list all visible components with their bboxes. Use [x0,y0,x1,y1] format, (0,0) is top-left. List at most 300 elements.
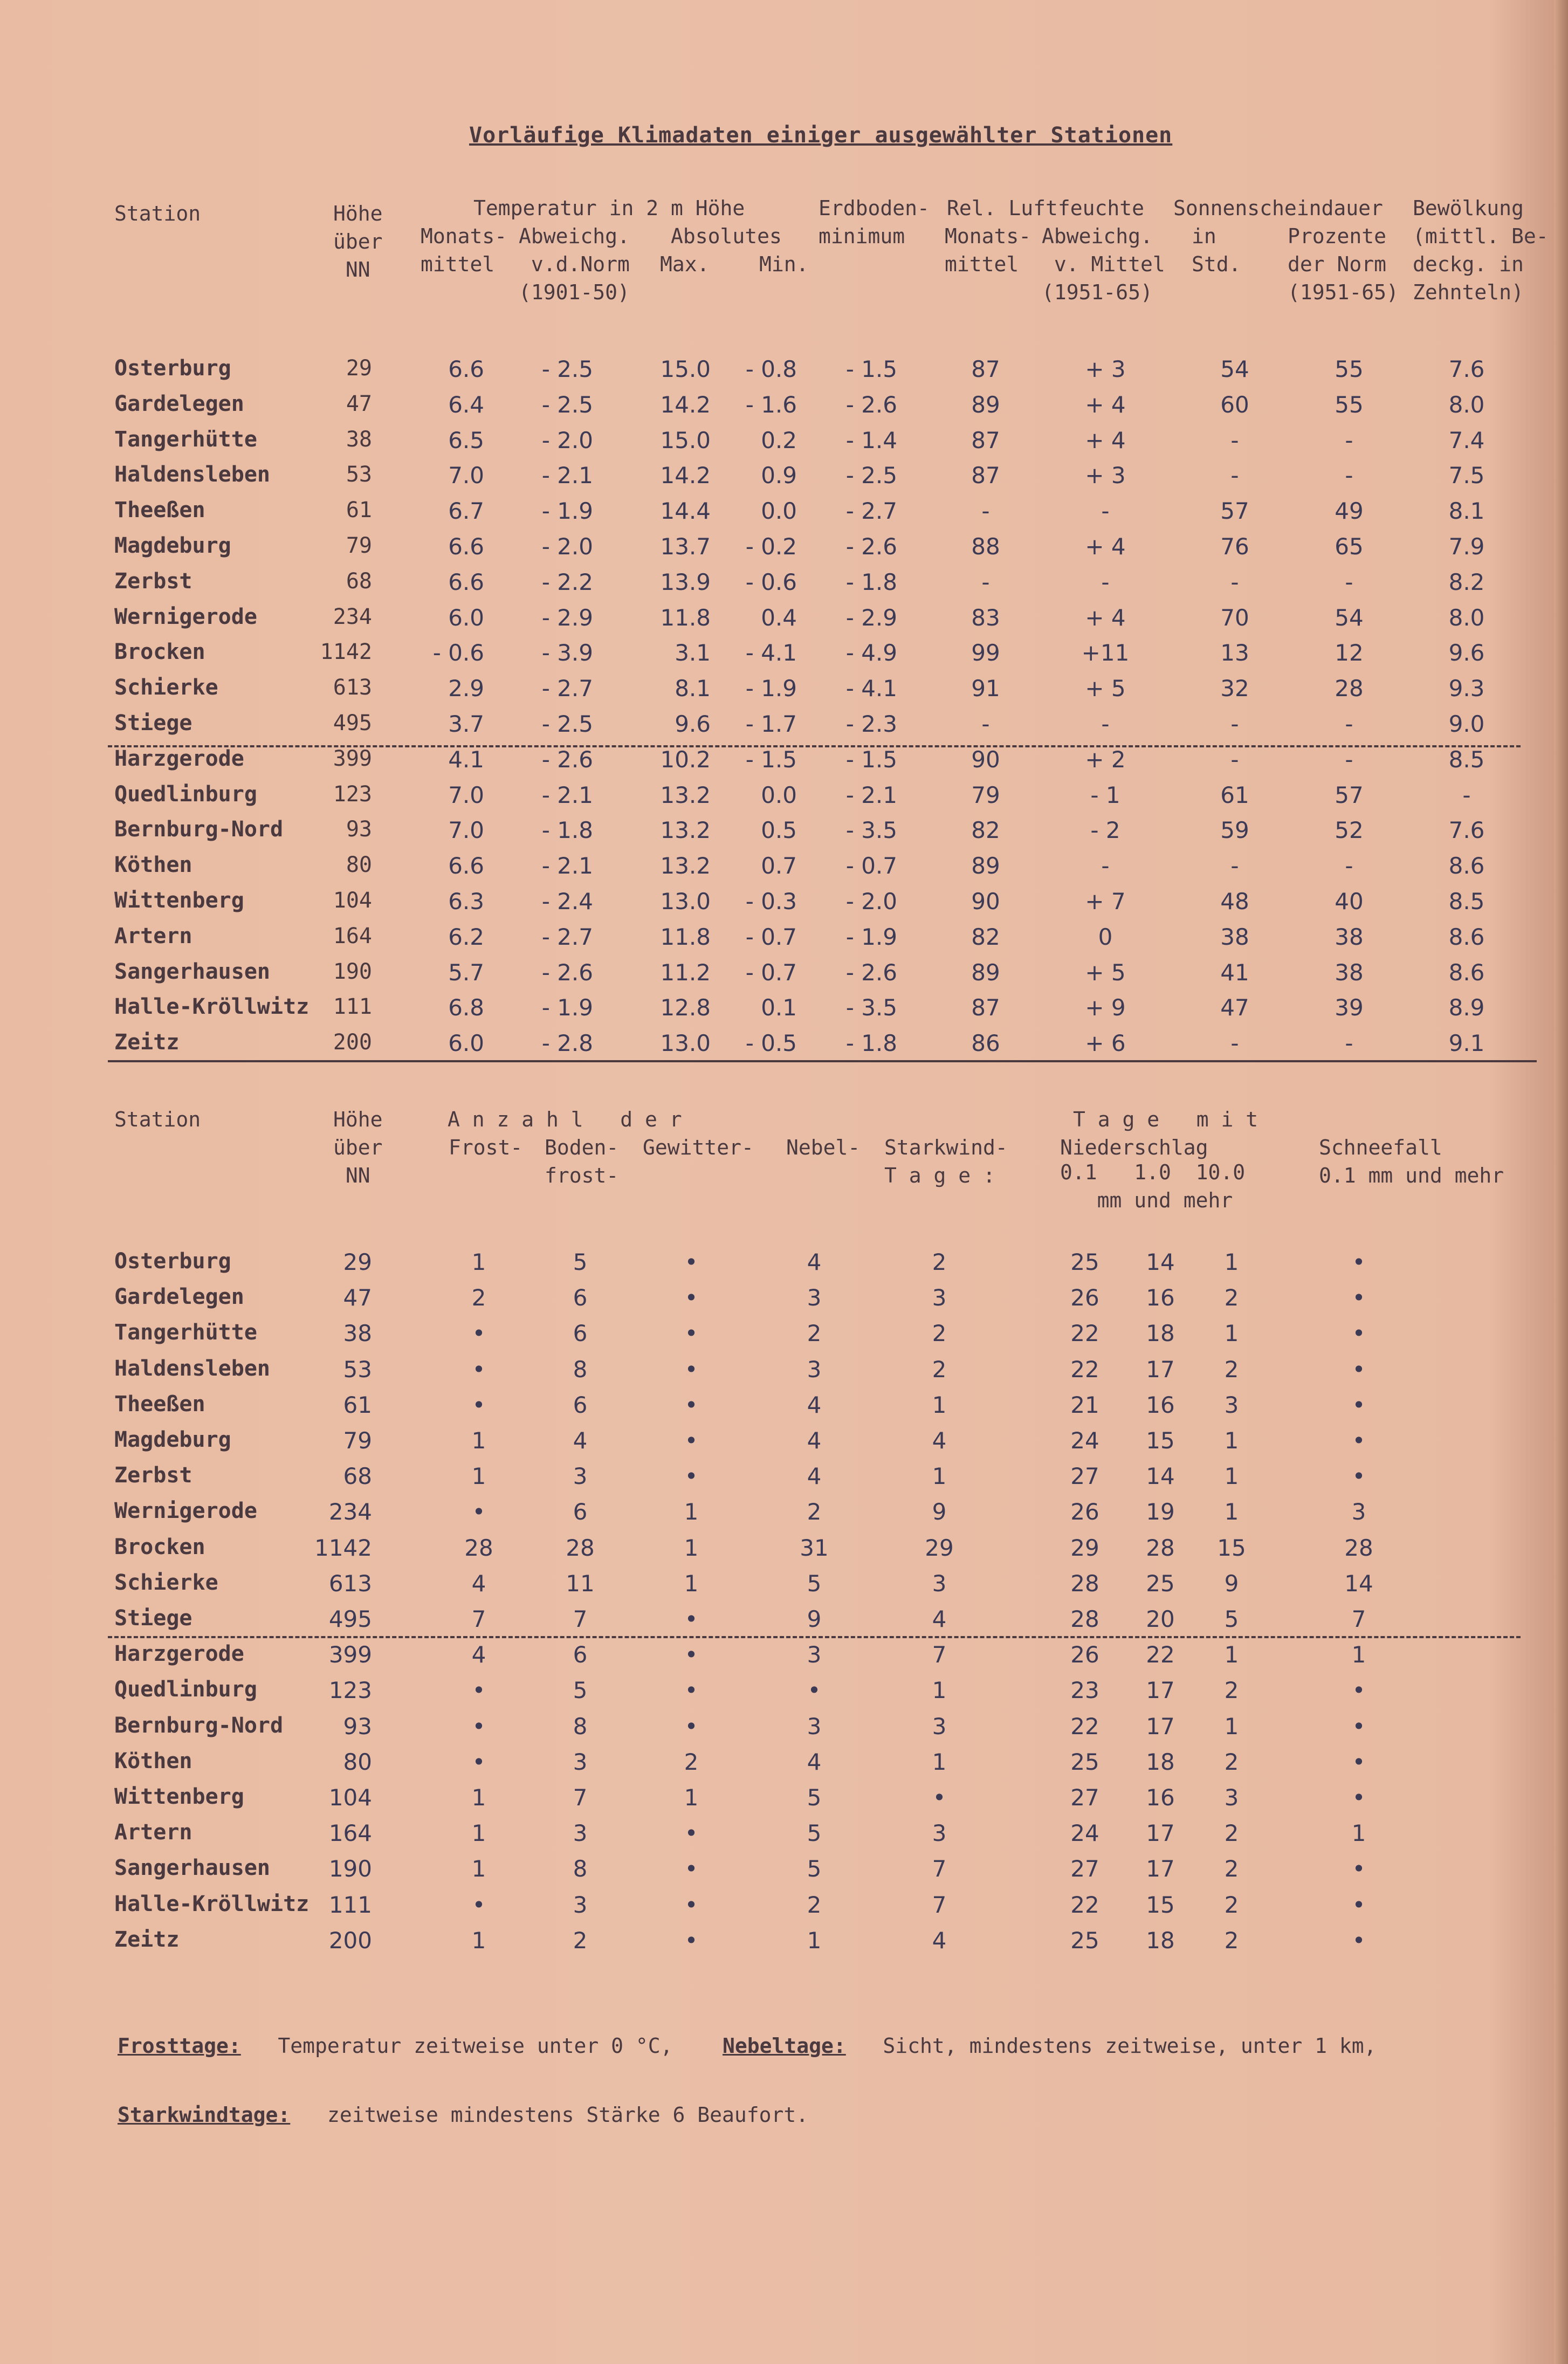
t1-cell-erd: - 1.5 [845,746,897,773]
t2-row [0,1249,1568,1284]
t1-cell-abw: - 2.8 [541,1030,593,1057]
t2-cell-hoehe: 61 [343,1391,372,1418]
t2-row [0,1677,1568,1713]
t1-cell-std: 54 [1220,356,1249,382]
t2-cell-nebel: 9 [807,1606,822,1632]
t1-cell-station: Zerbst [114,568,192,594]
t1-cell-rfabw: + 4 [1085,391,1126,418]
t1-cell-proz: - [1345,568,1353,595]
t2-cell-schnee: 14 [1344,1570,1373,1597]
t2-cell-nebel: 3 [807,1713,822,1740]
t1-cell-std: - [1230,462,1239,489]
t2-cell-n10: 16 [1146,1284,1175,1311]
t2-cell-station: Gardelegen [114,1284,244,1310]
t2-cell-stark: 4 [932,1427,947,1454]
t2-header-gewitter: Gewitter- [643,1136,754,1159]
t1-cell-min: - 0.3 [745,888,797,915]
t2-cell-station: Zerbst [114,1463,192,1488]
t2-cell-n01: 25 [1070,1748,1099,1775]
t2-cell-stark: 4 [932,1927,947,1954]
t2-cell-hoehe: 164 [328,1820,372,1847]
t1-cell-station: Halle-Kröllwitz [114,994,310,1020]
t1-cell-station: Harzgerode [114,746,244,771]
t1-cell-rfabw: + 4 [1085,533,1126,560]
t1-cell-proz: 55 [1335,391,1364,418]
t2-cell-gew: • [684,1356,698,1383]
t2-cell-station: Haldensleben [114,1356,270,1381]
t1-cell-proz: - [1345,711,1353,737]
t2-cell-boden: 7 [573,1784,588,1811]
t2-cell-gew: • [684,1391,698,1418]
t2-cell-n100: 9 [1224,1570,1239,1597]
t2-cell-station: Stiege [114,1606,192,1631]
t2-cell-hoehe: 68 [343,1463,372,1490]
t2-cell-hoehe: 93 [343,1713,372,1740]
t2-cell-gew: • [684,1641,698,1668]
t1-header-hoehe: Höhe über NN [333,202,383,281]
t2-cell-gew: • [684,1427,698,1454]
t2-cell-n100: 3 [1224,1391,1239,1418]
t2-cell-n10: 16 [1146,1391,1175,1418]
t2-cell-n01: 22 [1070,1356,1099,1383]
t1-row [0,675,1568,711]
t1-header-temp: Temperatur in 2 m Höhe [473,196,745,220]
t1-cell-std: 32 [1220,675,1249,702]
t2-header-station: Station [114,1108,201,1131]
t1-cell-rf: 90 [971,746,1000,773]
t2-cell-nebel: 3 [807,1284,822,1311]
t2-header-anzahl: A n z a h l d e r [448,1108,682,1131]
t1-cell-station: Schierke [114,675,218,700]
t2-cell-n10: 18 [1146,1927,1175,1954]
t1-cell-station: Gardelegen [114,391,244,416]
t1-header-erdboden: Erdboden- minimum [819,196,930,248]
t2-cell-n01: 21 [1070,1391,1099,1418]
t1-cell-abw: - 2.2 [541,568,593,595]
t1-cell-bew: - [1462,781,1471,808]
t2-row [0,1499,1568,1534]
t1-cell-bew: 8.5 [1448,888,1485,915]
t1-cell-rfabw: - [1101,498,1110,525]
t1-cell-abw: - 3.9 [541,640,593,666]
footnote-nebeltage-label: Nebeltage: [723,2034,846,2058]
t2-cell-n100: 2 [1224,1356,1239,1383]
t1-cell-mm: 6.6 [448,356,484,382]
t1-cell-min: - 0.8 [745,356,797,382]
t2-cell-stark: 3 [932,1820,947,1847]
t2-header-schneefall: Schneefall 0.1 mm und mehr [1319,1136,1504,1187]
t1-cell-mm: 6.2 [448,923,484,950]
t2-cell-stark: • [932,1784,946,1811]
t1-cell-abw: - 2.6 [541,746,593,773]
t2-cell-n100: 2 [1224,1677,1239,1704]
t1-cell-mm: 4.1 [448,746,484,773]
t2-cell-nebel: 3 [807,1356,822,1383]
t1-cell-rf: 87 [971,427,1000,453]
t2-cell-n01: 26 [1070,1499,1099,1525]
t1-cell-bew: 7.6 [1448,817,1485,844]
t2-cell-boden: 7 [573,1606,588,1632]
t1-cell-std: - [1230,568,1239,595]
t1-cell-station: Theeßen [114,498,205,523]
t2-row [0,1856,1568,1891]
page-title: Vorläufige Klimadaten einiger ausgewählter Stationen [469,123,1173,148]
t1-cell-rf: 87 [971,462,1000,489]
t2-cell-stark: 7 [932,1856,947,1882]
t1-cell-erd: - 2.9 [845,604,897,631]
t1-cell-bew: 7.4 [1448,427,1485,453]
t1-cell-abw: - 2.5 [541,711,593,737]
t2-cell-n100: 2 [1224,1284,1239,1311]
t1-cell-erd: - 1.4 [845,427,897,453]
t2-cell-schnee: • [1352,1463,1366,1490]
t2-cell-schnee: • [1352,1391,1366,1418]
t1-cell-mm: 7.0 [448,462,484,489]
t1-cell-proz: 40 [1335,888,1364,915]
t1-header-feuchte-abw: Abweichg. v. Mittel (1951-65) [1042,224,1165,304]
t2-cell-boden: 8 [573,1856,588,1882]
t2-cell-gew: • [684,1606,698,1632]
t1-cell-erd: - 2.6 [845,391,897,418]
t1-cell-mm: 6.3 [448,888,484,915]
t1-cell-min: - 0.7 [745,923,797,950]
t2-cell-n01: 23 [1070,1677,1099,1704]
t1-cell-rf: 83 [971,604,1000,631]
t2-cell-frost: 7 [471,1606,486,1632]
t2-cell-frost: • [472,1391,486,1418]
t1-cell-abw: - 2.7 [541,923,593,950]
t2-row [0,1784,1568,1820]
t2-cell-schnee: • [1352,1748,1366,1775]
t1-cell-rf: - [981,711,990,737]
t1-cell-rfabw: + 5 [1085,675,1126,702]
t2-header-starkwind: Starkwind- T a g e : [884,1136,1008,1187]
t1-cell-station: Quedlinburg [114,781,257,807]
t1-cell-station: Tangerhütte [114,427,257,452]
t2-header-n-cols: 0.1 1.0 10.0 mm und mehr [1060,1160,1246,1212]
t1-cell-proz: 57 [1335,781,1364,808]
t1-cell-bew: 9.6 [1448,640,1485,666]
t2-cell-n100: 2 [1224,1748,1239,1775]
t2-cell-gew: • [684,1677,698,1704]
t1-cell-hoehe: 1142 [320,640,372,665]
t2-cell-n01: 24 [1070,1820,1099,1847]
t2-cell-gew: • [684,1856,698,1882]
t1-cell-mm: 6.4 [448,391,484,418]
t1-cell-max: 13.0 [660,888,711,915]
t2-cell-stark: 1 [932,1748,947,1775]
t2-cell-hoehe: 47 [343,1284,372,1311]
t1-cell-erd: - 2.6 [845,959,897,986]
t1-cell-abw: - 2.7 [541,675,593,702]
t1-cell-abw: - 1.9 [541,994,593,1021]
t1-cell-std: 47 [1220,994,1249,1021]
t1-cell-rf: 86 [971,1030,1000,1057]
t2-cell-hoehe: 123 [328,1677,372,1704]
t1-cell-station: Osterburg [114,356,231,381]
t1-row [0,356,1568,391]
t2-cell-n100: 2 [1224,1891,1239,1918]
t1-row [0,533,1568,569]
t1-cell-hoehe: 47 [346,391,372,416]
t2-cell-gew: • [684,1820,698,1847]
t2-cell-frost: • [472,1713,486,1740]
t2-cell-boden: 11 [566,1570,595,1597]
t1-cell-max: 9.6 [675,711,711,737]
t2-cell-n01: 25 [1070,1927,1099,1954]
footnote-frosttage-text: Temperatur zeitweise unter 0 °C, [278,2034,673,2058]
t1-cell-min: - 0.6 [745,568,797,595]
t1-cell-rfabw: + 3 [1085,462,1126,489]
t1-cell-rfabw: + 4 [1085,427,1126,453]
t2-cell-frost: 1 [471,1784,486,1811]
t2-cell-schnee: • [1352,1427,1366,1454]
t2-cell-n10: 17 [1146,1356,1175,1383]
t2-cell-nebel: 5 [807,1570,822,1597]
t2-cell-frost: • [472,1891,486,1918]
t1-cell-hoehe: 80 [346,853,372,878]
t2-cell-nebel: 4 [807,1748,822,1775]
t2-cell-nebel: 2 [807,1891,822,1918]
footnote-nebeltage [723,2034,1377,2058]
t1-row [0,711,1568,746]
t1-cell-proz: - [1345,746,1353,773]
t2-cell-hoehe: 234 [328,1499,372,1525]
t2-cell-n10: 18 [1146,1748,1175,1775]
t1-header-sonne: Sonnenscheindauer [1173,196,1383,220]
t1-cell-max: 13.2 [660,853,711,879]
t2-cell-schnee: • [1352,1784,1366,1811]
t2-row [0,1320,1568,1356]
t2-cell-stark: 3 [932,1284,947,1311]
t2-cell-nebel: 4 [807,1391,822,1418]
t1-cell-station: Haldensleben [114,462,270,487]
t1-header-absolutes: Absolutes [671,224,782,248]
t1-cell-erd: - 3.5 [845,994,897,1021]
t2-cell-station: Quedlinburg [114,1677,257,1702]
footnote-starkwind-label: Starkwindtage: [118,2103,291,2127]
t2-row [0,1463,1568,1499]
t1-cell-erd: - 4.9 [845,640,897,666]
t2-cell-gew: 1 [684,1570,699,1597]
t2-cell-hoehe: 104 [328,1784,372,1811]
t2-row [0,1713,1568,1749]
t2-cell-hoehe: 399 [328,1641,372,1668]
t1-cell-min: - 0.7 [745,959,797,986]
t2-cell-n10: 18 [1146,1320,1175,1347]
t1-cell-rf: 89 [971,959,1000,986]
t2-cell-n10: 17 [1146,1713,1175,1740]
t2-cell-hoehe: 79 [343,1427,372,1454]
t1-row [0,817,1568,853]
t1-cell-bew: 7.5 [1448,462,1485,489]
t1-cell-max: 14.4 [660,498,711,525]
t2-cell-station: Köthen [114,1748,192,1774]
t1-cell-bew: 8.6 [1448,959,1485,986]
t1-cell-rf: - [981,498,990,525]
t2-cell-n100: 2 [1224,1927,1239,1954]
t1-row [0,640,1568,675]
t2-cell-frost: 4 [471,1641,486,1668]
t2-cell-frost: • [472,1677,486,1704]
t2-cell-stark: 7 [932,1891,947,1918]
t2-header-bodenfrost: Boden- frost- [545,1136,619,1187]
t1-cell-max: 11.2 [660,959,711,986]
t2-cell-schnee: • [1352,1677,1366,1704]
t1-cell-rf: 89 [971,391,1000,418]
t2-cell-boden: 8 [573,1713,588,1740]
t1-cell-mm: 3.7 [448,711,484,737]
t1-cell-min: - 0.2 [745,533,797,560]
t2-cell-frost: 1 [471,1463,486,1490]
t1-cell-bew: 9.3 [1448,675,1485,702]
t1-cell-hoehe: 104 [333,888,372,913]
t2-cell-station: Theeßen [114,1391,205,1417]
t1-header-station: Station [114,202,201,225]
t1-cell-min: 0.0 [761,781,797,808]
t2-cell-boden: 6 [573,1320,588,1347]
t1-cell-min: 0.2 [761,427,797,453]
t2-cell-stark: 2 [932,1249,947,1275]
t1-cell-rfabw: - [1101,853,1110,879]
t2-cell-schnee: • [1352,1284,1366,1311]
t2-cell-station: Schierke [114,1570,218,1595]
t1-cell-rfabw: + 6 [1085,1030,1126,1057]
t1-cell-erd: - 2.6 [845,533,897,560]
t2-cell-stark: 4 [932,1606,947,1632]
t1-cell-proz: - [1345,462,1353,489]
t1-row [0,959,1568,995]
t2-row [0,1427,1568,1463]
t2-cell-n01: 26 [1070,1284,1099,1311]
t2-cell-frost: 1 [471,1427,486,1454]
t1-cell-rf: - [981,568,990,595]
t2-cell-n100: 1 [1224,1713,1239,1740]
t2-cell-n01: 28 [1070,1570,1099,1597]
t2-row [0,1570,1568,1606]
t2-cell-nebel: 3 [807,1641,822,1668]
t2-header-tage-mit: T a g e m i t [1073,1108,1258,1131]
t1-cell-abw: - 2.9 [541,604,593,631]
t1-row [0,604,1568,640]
t1-cell-max: 13.2 [660,817,711,844]
t1-cell-min: 0.0 [761,498,797,525]
t1-header-abweichung: Abweichg. v.d.Norm (1901-50) [519,224,630,304]
t2-cell-n10: 22 [1146,1641,1175,1668]
t2-cell-boden: 3 [573,1748,588,1775]
t2-cell-frost: • [472,1499,486,1525]
t1-cell-hoehe: 79 [346,533,372,558]
t1-cell-min: - 1.6 [745,391,797,418]
t1-cell-station: Brocken [114,640,205,665]
t2-row [0,1535,1568,1570]
t2-cell-station: Wittenberg [114,1784,244,1809]
t2-cell-n100: 1 [1224,1499,1239,1525]
t1-cell-min: 0.5 [761,817,797,844]
t1-cell-erd: - 2.5 [845,462,897,489]
t1-cell-hoehe: 93 [346,817,372,842]
t2-cell-frost: • [472,1748,486,1775]
t1-cell-rfabw: - 2 [1090,817,1120,844]
t1-cell-bew: 8.9 [1448,994,1485,1021]
t2-cell-nebel: 4 [807,1249,822,1275]
t2-cell-station: Wernigerode [114,1499,257,1524]
t1-cell-erd: - 2.7 [845,498,897,525]
t1-cell-max: 12.8 [660,994,711,1021]
t1-cell-min: - 0.5 [745,1030,797,1057]
t1-cell-mm: 6.6 [448,533,484,560]
t2-cell-n10: 19 [1146,1499,1175,1525]
t1-cell-mm: 6.6 [448,568,484,595]
t1-cell-station: Sangerhausen [114,959,270,984]
t1-cell-bew: 7.6 [1448,356,1485,382]
t2-cell-n01: 25 [1070,1249,1099,1275]
t1-cell-hoehe: 68 [346,568,372,594]
t1-cell-abw: - 2.1 [541,462,593,489]
t2-cell-station: Tangerhütte [114,1320,257,1345]
t2-cell-n10: 17 [1146,1856,1175,1882]
t1-cell-hoehe: 200 [333,1030,372,1055]
t2-cell-hoehe: 29 [343,1249,372,1275]
t2-row [0,1927,1568,1963]
t2-cell-station: Harzgerode [114,1641,244,1667]
t2-cell-gew: • [684,1249,698,1275]
t1-cell-max: 14.2 [660,391,711,418]
t1-cell-hoehe: 190 [333,959,372,984]
t2-cell-gew: 1 [684,1534,699,1561]
t2-cell-nebel: 4 [807,1463,822,1490]
t1-cell-proz: - [1345,853,1353,879]
t1-cell-rfabw: + 4 [1085,604,1126,631]
t1-cell-abw: - 2.4 [541,888,593,915]
t2-cell-boden: 6 [573,1641,588,1668]
t2-cell-n01: 27 [1070,1856,1099,1882]
t1-row [0,746,1568,782]
t2-cell-nebel: 31 [800,1534,829,1561]
t1-row [0,462,1568,498]
t2-cell-frost: 1 [471,1249,486,1275]
t1-cell-hoehe: 399 [333,746,372,771]
t1-cell-erd: - 3.5 [845,817,897,844]
t1-cell-min: 0.7 [761,853,797,879]
t1-cell-erd: - 1.8 [845,568,897,595]
t1-cell-bew: 7.9 [1448,533,1485,560]
t2-cell-schnee: 1 [1351,1641,1366,1668]
t2-cell-schnee: • [1352,1320,1366,1347]
t1-cell-proz: 52 [1335,817,1364,844]
t1-cell-mm: 7.0 [448,781,484,808]
t2-cell-n100: 1 [1224,1249,1239,1275]
t2-cell-boden: 3 [573,1820,588,1847]
t1-cell-rf: 90 [971,888,1000,915]
t1-cell-rfabw: + 7 [1085,888,1126,915]
t1-cell-proz: 55 [1335,356,1364,382]
t2-cell-stark: 29 [925,1534,954,1561]
t1-cell-std: 61 [1220,781,1249,808]
t1-cell-abw: - 2.0 [541,427,593,453]
t1-header-sonne-proz: Prozente der Norm (1951-65) [1288,224,1399,304]
t1-cell-rfabw: + 9 [1085,994,1126,1021]
t2-cell-nebel: 2 [807,1320,822,1347]
t1-cell-min: 0.9 [761,462,797,489]
t1-cell-erd: - 1.9 [845,923,897,950]
t2-cell-stark: 3 [932,1713,947,1740]
t1-cell-std: 60 [1220,391,1249,418]
t2-cell-stark: 2 [932,1356,947,1383]
t1-cell-std: 70 [1220,604,1249,631]
t1-cell-std: 76 [1220,533,1249,560]
t2-row [0,1892,1568,1927]
